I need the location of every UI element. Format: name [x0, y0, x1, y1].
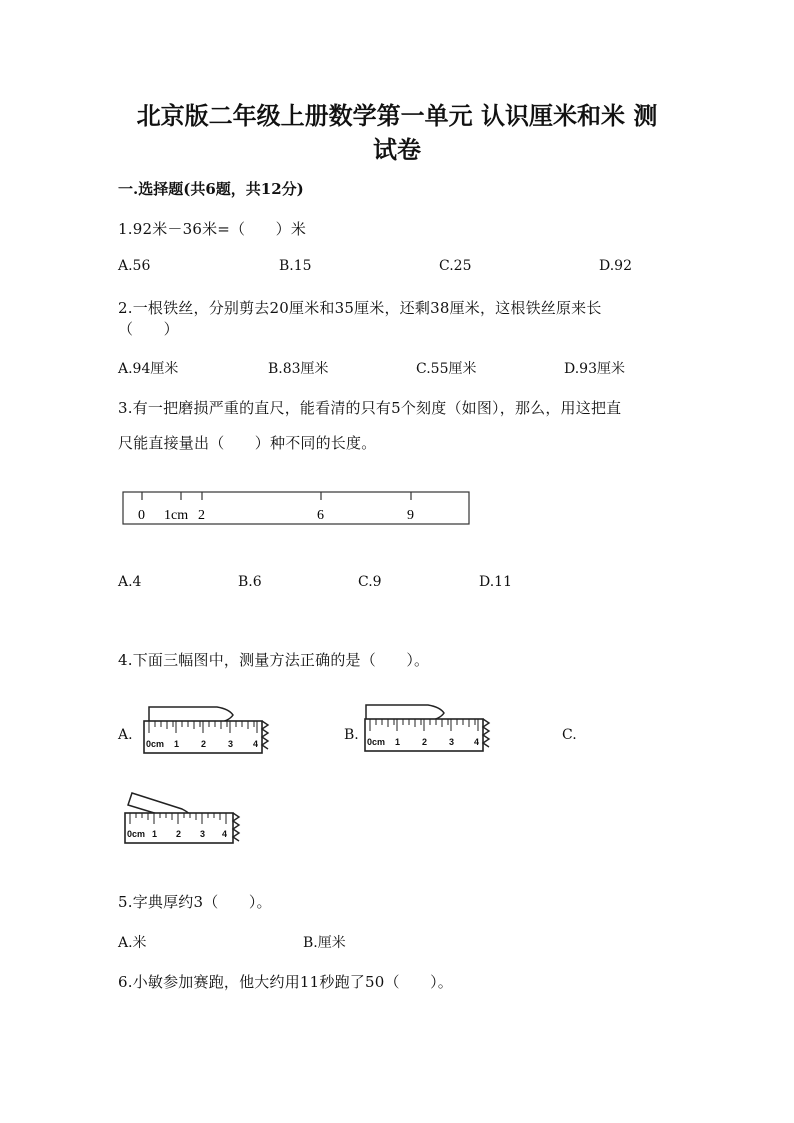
worn-ruler-figure — [122, 488, 472, 528]
q3-option-b: B.6 — [238, 574, 262, 590]
q2-option-c: C.55厘米 — [416, 361, 477, 377]
ruler-label-1cm: 1cm — [164, 508, 189, 523]
page-title: 北京版二年级上册数学第一单元 认识厘米和米 测 — [136, 101, 658, 130]
page-title-continued: 试卷 — [373, 135, 421, 164]
q3-option-d: D.11 — [479, 574, 512, 590]
q1-option-b: B.15 — [279, 258, 312, 274]
question-2-line2: （ ） — [118, 320, 179, 338]
ruler-label-2: 2 — [198, 508, 205, 523]
figure-a-mark-4: 4 — [253, 739, 259, 749]
question-3-line2: 尺能直接量出（ ）种不同的长度。 — [118, 434, 377, 452]
figure-b-mark-0cm: 0cm — [367, 737, 386, 747]
question-5: 5.字典厚约3（ ）。 — [118, 893, 272, 911]
q2-option-b: B.83厘米 — [268, 361, 329, 377]
figure-c-mark-2: 2 — [176, 829, 182, 839]
ruler-label-9: 9 — [407, 508, 414, 523]
q1-option-c: C.25 — [439, 258, 472, 274]
question-1: 1.92米－36米=（ ）米 — [118, 220, 307, 238]
figure-b-mark-2: 2 — [422, 737, 428, 747]
section-heading: 一.选择题(共6题，共12分) — [118, 180, 304, 198]
figure-b-mark-1: 1 — [395, 737, 401, 747]
q1-option-d: D.92 — [599, 258, 632, 274]
figure-a-mark-1: 1 — [174, 739, 180, 749]
figure-c-label: C. — [562, 727, 577, 743]
question-3-line1: 3.有一把磨损严重的直尺，能看清的只有5个刻度（如图），那么，用这把直 — [118, 399, 622, 417]
q1-option-a: A.56 — [118, 258, 151, 274]
q2-option-a: A.94厘米 — [118, 361, 179, 377]
figure-c-mark-0cm: 0cm — [127, 829, 146, 839]
figure-c-mark-4: 4 — [222, 829, 228, 839]
figure-b-mark-3: 3 — [449, 737, 455, 747]
q3-option-a: A.4 — [118, 574, 142, 590]
figure-a-mark-3: 3 — [228, 739, 234, 749]
ruler-label-0: 0 — [138, 508, 145, 523]
figure-a-ruler-measurement — [143, 703, 273, 759]
figure-a-label: A. — [118, 727, 133, 743]
q3-option-c: C.9 — [358, 574, 382, 590]
figure-b-label: B. — [344, 727, 359, 743]
figure-c-ruler-measurement — [122, 785, 252, 849]
q5-option-a: A.米 — [118, 935, 147, 951]
figure-a-mark-2: 2 — [201, 739, 207, 749]
figure-b-mark-4: 4 — [474, 737, 480, 747]
q2-option-d: D.93厘米 — [564, 361, 625, 377]
question-4: 4.下面三幅图中，测量方法正确的是（ ）。 — [118, 651, 430, 669]
ruler-label-6: 6 — [317, 508, 324, 523]
q5-option-b: B.厘米 — [303, 935, 346, 951]
figure-b-ruler-measurement — [364, 701, 494, 757]
question-6: 6.小敏参加赛跑，他大约用11秒跑了50（ ）。 — [118, 973, 453, 991]
figure-c-mark-3: 3 — [200, 829, 206, 839]
figure-a-mark-0cm: 0cm — [146, 739, 165, 749]
figure-c-mark-1: 1 — [152, 829, 158, 839]
question-2-line1: 2.一根铁丝，分别剪去20厘米和35厘米，还剩38厘米，这根铁丝原来长 — [118, 299, 602, 317]
